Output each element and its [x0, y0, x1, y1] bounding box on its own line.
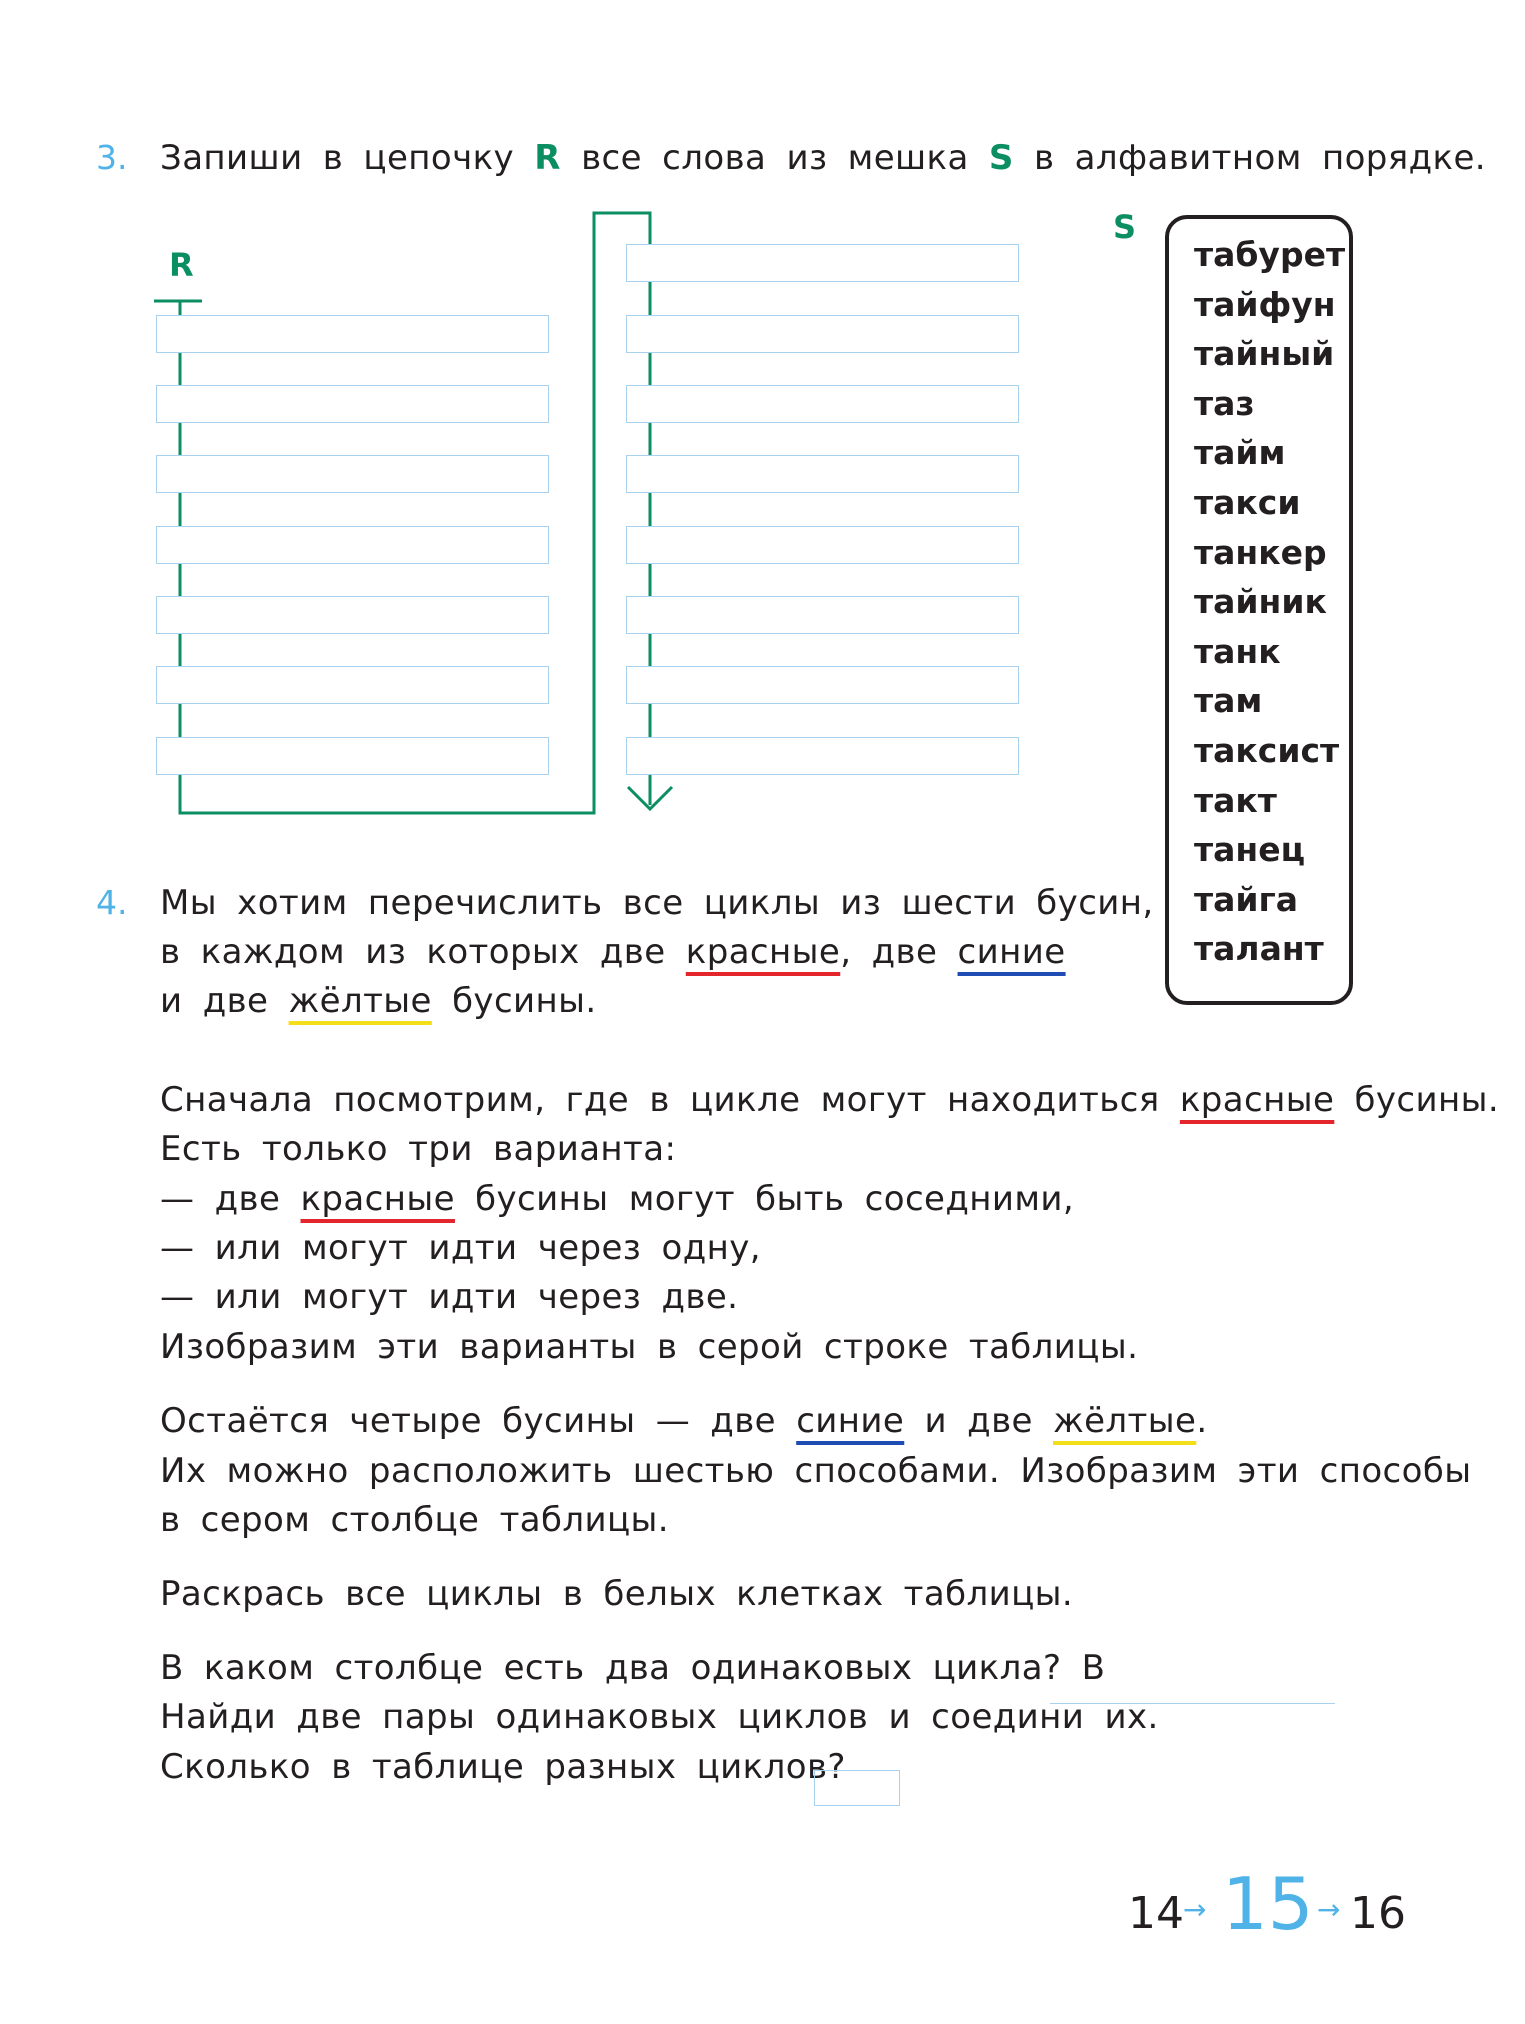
- chain-slot-8[interactable]: [626, 244, 1019, 282]
- ex4-p1-line1: Мы хотим перечислить все циклы из шести бусин,: [160, 883, 1154, 923]
- ex3-chain-name: R: [534, 138, 561, 178]
- arrow-right-icon: →: [1183, 1893, 1207, 1926]
- ex3-bag-name: S: [988, 138, 1014, 178]
- ex4-p3-line1: [160, 1401, 1208, 1441]
- bag-word: тайник: [1194, 582, 1327, 621]
- bag-word: табурет: [1194, 235, 1346, 274]
- bag-word: танк: [1194, 632, 1281, 671]
- word-red: красные: [685, 932, 841, 972]
- ex3-text-part2: все слова из мешка: [581, 138, 969, 178]
- chain-slot-3[interactable]: [156, 455, 549, 493]
- chain-slot-9[interactable]: [626, 315, 1019, 353]
- bag-word: такт: [1194, 781, 1277, 820]
- ex4-p1-line3: [160, 981, 597, 1021]
- ex3-text-part1: Запиши в цепочку: [160, 138, 515, 178]
- bag-word: талант: [1194, 929, 1324, 968]
- bag-word: тайный: [1194, 334, 1335, 373]
- page-current: 15: [1222, 1862, 1314, 1946]
- chain-slot-4[interactable]: [156, 526, 549, 564]
- text: .: [1196, 1401, 1208, 1441]
- chain-slot-14[interactable]: [626, 666, 1019, 704]
- ex4-p3-line3: в сером столбце таблицы.: [160, 1500, 669, 1540]
- ex4-question-2: Найди две пары одинаковых циклов и соедини их.: [160, 1697, 1159, 1737]
- exercise-4-number: 4.: [96, 883, 128, 922]
- chain-slot-5[interactable]: [156, 596, 549, 634]
- exercise-3-number: 3.: [96, 138, 128, 177]
- bag-word: таз: [1194, 384, 1255, 423]
- ex4-p1-line2: [160, 932, 1066, 972]
- chain-r-label: R: [169, 246, 194, 284]
- chain-slot-11[interactable]: [626, 455, 1019, 493]
- ex4-question-3: Сколько в таблице разных циклов?: [160, 1747, 846, 1787]
- answer-count-box[interactable]: [814, 1770, 900, 1806]
- chain-slot-10[interactable]: [626, 385, 1019, 423]
- chain-slot-12[interactable]: [626, 526, 1019, 564]
- chain-slot-6[interactable]: [156, 666, 549, 704]
- bag-word: тайфун: [1194, 285, 1336, 324]
- bag-word: тайга: [1194, 880, 1299, 919]
- ex4-p3-line2: Их можно расположить шестью способами. Изобразим эти способы: [160, 1451, 1472, 1491]
- chain-slot-7[interactable]: [156, 737, 549, 775]
- ex4-p2-line6: Изобразим эти варианты в серой строке таблицы.: [160, 1327, 1139, 1367]
- text: бусины.: [452, 981, 597, 1021]
- page-prev[interactable]: 14: [1128, 1888, 1184, 1939]
- word-blue: синие: [796, 1401, 905, 1441]
- word-red: красные: [1179, 1080, 1335, 1120]
- ex4-question-1: В каком столбце есть два одинаковых цикла? В: [160, 1648, 1106, 1688]
- arrow-right-icon: →: [1317, 1893, 1341, 1926]
- text: Сначала посмотрим, где в цикле могут находиться: [160, 1080, 1160, 1120]
- text: — две: [160, 1179, 281, 1219]
- page-next[interactable]: 16: [1350, 1888, 1406, 1939]
- bag-word: там: [1194, 681, 1263, 720]
- ex3-text-part3: в алфавитном порядке.: [1034, 138, 1487, 178]
- ex4-p2-line1: [160, 1080, 1499, 1120]
- word-yellow: жёлтые: [1053, 1401, 1197, 1441]
- chain-slot-15[interactable]: [626, 737, 1019, 775]
- word-blue: синие: [957, 932, 1066, 972]
- chain-slot-13[interactable]: [626, 596, 1019, 634]
- text: в каждом из которых две: [160, 932, 666, 972]
- ex4-p4: Раскрась все циклы в белых клетках таблицы.: [160, 1574, 1074, 1614]
- word-yellow: жёлтые: [288, 981, 432, 1021]
- bag-word: танкер: [1194, 533, 1327, 572]
- text: бусины могут быть соседними,: [475, 1179, 1075, 1219]
- text: и две: [160, 981, 269, 1021]
- bag-word: тайм: [1194, 433, 1286, 472]
- bag-word: танец: [1194, 830, 1306, 869]
- word-red: красные: [300, 1179, 455, 1219]
- text: Остаётся четыре бусины — две: [160, 1401, 776, 1441]
- ex4-p2-line4: — или могут идти через одну,: [160, 1228, 761, 1268]
- chain-slot-2[interactable]: [156, 385, 549, 423]
- ex4-p2-line3: [160, 1179, 1074, 1219]
- chain-slot-1[interactable]: [156, 315, 549, 353]
- text: и две: [924, 1401, 1033, 1441]
- ex4-p2-line2: Есть только три варианта:: [160, 1129, 677, 1169]
- bag-word: таксист: [1194, 731, 1340, 770]
- ex4-p2-line5: — или могут идти через две.: [160, 1277, 739, 1317]
- bag-s-label: S: [1113, 208, 1137, 246]
- text: , две: [840, 932, 938, 972]
- text: бусины.: [1354, 1080, 1500, 1120]
- bag-word: такси: [1194, 483, 1301, 522]
